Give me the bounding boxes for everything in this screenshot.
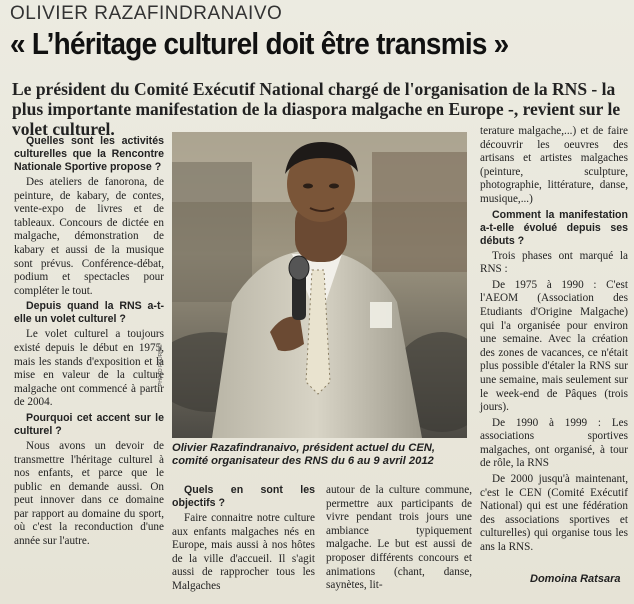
portrait-photo — [172, 132, 467, 438]
photo-credit: PHOTO FOURNIE — [158, 344, 164, 386]
interview-answer: terature malgache,...) et de faire découvrir les oeuvres des artisans et artistes malgaches (peinture, sculpture, photographie, littérature, danse, musique,...) — [480, 125, 628, 205]
interview-answer: De 2000 jusqu'à maintenant, c'est le CEN (Comité Exécutif National) qui est une fédération des associations sportives et culturelles) qui organise tous les ans la RNS. — [480, 473, 628, 554]
interview-answer: De 1990 à 1999 : Les associations sportives malgaches, ont organisé, à tour de rôle, la RNS — [480, 416, 628, 470]
interview-answer: Nous avons un devoir de transmettre l'héritage culturel à nos enfants, et parce que le public en demande aussi. On peut innover dans ce domaine par rapport au domaine du sport, où c'est la reconduction d'une année sur l'autre. — [14, 439, 164, 548]
interview-question: Pourquoi cet accent sur le culturel ? — [14, 411, 164, 437]
text-column-bottom-right — [326, 484, 472, 595]
interview-question: Depuis quand la RNS a-t-elle un volet culturel ? — [14, 300, 164, 326]
portrait-illustration — [172, 132, 467, 438]
interview-question: Quelles sont les activités culturelles que la Rencontre Nationale Sportive propose ? — [14, 135, 164, 173]
text-column-left — [14, 135, 164, 551]
interview-answer: autour de la culture commune, permettre aux participants de vivre pendant trois jours une ambiance typiquement malgache. Le but est aussi de proposer différents concours et animations (chant, danse, saynètes, lit- — [326, 484, 472, 592]
author-signature: Domoina Ratsara — [530, 573, 621, 585]
text-column-bottom-left — [172, 484, 315, 596]
photo-caption: Olivier Razafindranaivo, président actuel du CEN, comité organisateur des RNS du 6 au 9 avril 2012 — [172, 442, 435, 467]
interview-answer: Le volet culturel a toujours existé depuis le début en 1975, mais les stands d'exposition et la mise en valeur de la culture malgache ont commencé à partir de 2004. — [14, 328, 164, 409]
article-kicker: OLIVIER RAZAFINDRANAIVO — [10, 3, 283, 24]
interview-question: Comment la manifestation a-t-elle évolué depuis ses débuts ? — [480, 208, 628, 247]
interview-question: Quels en sont les objectifs ? — [172, 484, 315, 509]
article-headline: « L’héritage culturel doit être transmis » — [10, 26, 509, 61]
interview-answer: Faire connaitre notre culture aux enfants malgaches nés en Europe, mais aussi à nos hôtes de la ville d'accueil. Il s'agit aussi de rapprocher tous les Malgaches — [172, 512, 315, 592]
article-standfirst: Le président du Comité Exécutif National chargé de l'organisation de la RNS - la plus importante manifestation de la diaspora malgache en Europe -, revient sur le volet culturel. — [12, 79, 621, 139]
interview-answer: Des ateliers de fanorona, de peinture, de kabary, de contes, vente-expo de livres et de tableaux. Concours de dictée en malgache, démonstration de kabary et aussi de la musique sont prévus. Conférence-débat, podium et spectacles pour compléter le tout. — [14, 176, 164, 297]
text-column-right — [480, 125, 628, 557]
interview-answer: De 1975 à 1990 : C'est l'AEOM (Association des Etudiants d'Origine Malgache) qui l'a organisée pour environ une semaine. Avec la création des zones de vacances, ce n'était plus possible d'étaler la RNS sur une semaine, mais seulement sur le week-end de Pâques (trois jours). — [480, 278, 628, 414]
interview-answer: Trois phases ont marqué la RNS : — [480, 249, 628, 276]
